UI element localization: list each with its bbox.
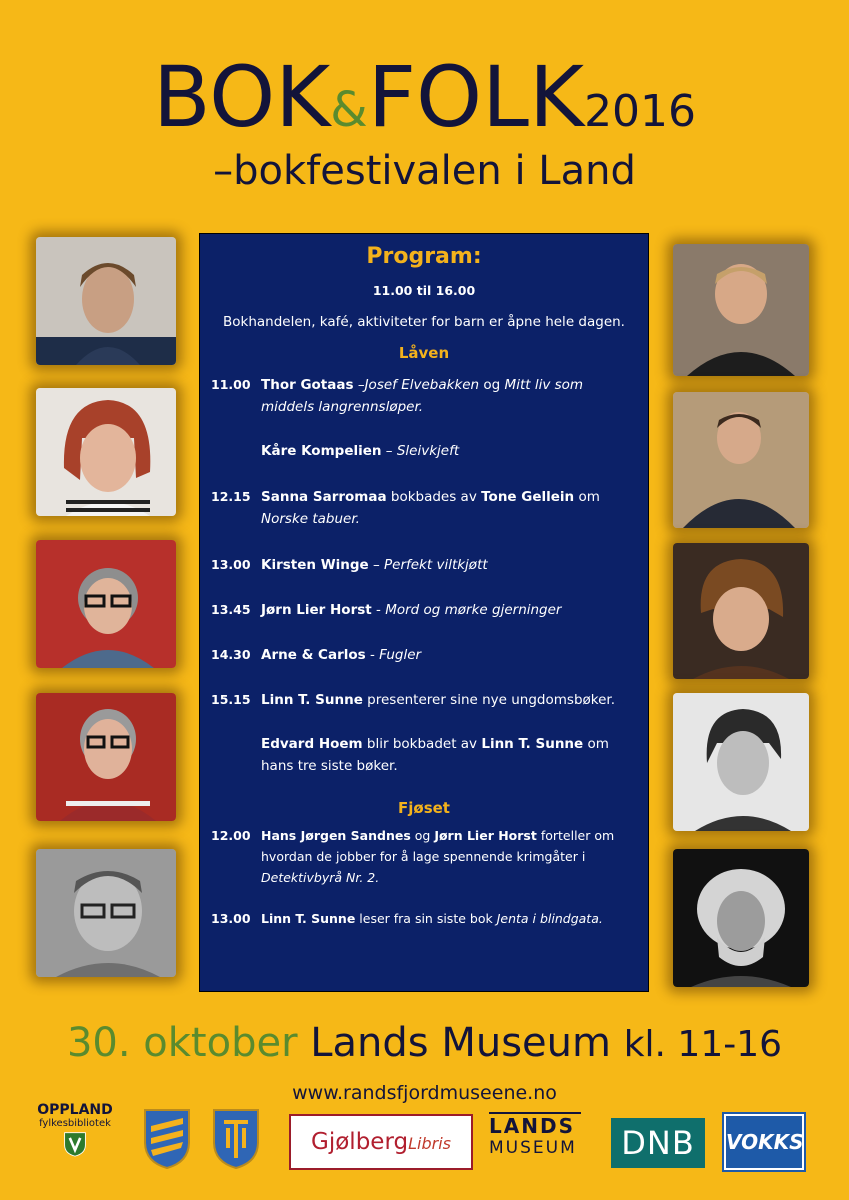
author-photo bbox=[673, 849, 809, 987]
program-heading: Program: bbox=[366, 244, 482, 269]
lands-museum-logo: LANDS MUSEUM bbox=[489, 1112, 581, 1158]
author-photo bbox=[36, 237, 176, 365]
venue-fjoeset: Fjøset bbox=[398, 799, 450, 817]
program-item: 14.30 Arne & Carlos - Fugler bbox=[211, 647, 422, 663]
coat-of-arms-icon bbox=[143, 1108, 191, 1170]
coat-of-arms-icon bbox=[212, 1108, 260, 1170]
author-photo bbox=[36, 540, 176, 668]
program-hours: 11.00 til 16.00 bbox=[372, 283, 476, 298]
venue-laaven: Låven bbox=[398, 344, 450, 362]
program-item: Edvard Hoem blir bokbadet av Linn T. Sunne om hans tre siste bøker. bbox=[261, 736, 609, 774]
author-photo bbox=[673, 392, 809, 528]
author-photo bbox=[673, 693, 809, 831]
program-item: 11.00 Thor Gotaas –Josef Elvebakken og Mitt liv som middels langrennsløper. bbox=[211, 377, 584, 415]
program-note: Bokhandelen, kafé, aktiviteter for barn er åpne hele dagen. bbox=[223, 314, 625, 330]
program-item: Kåre Kompelien – Sleivkjeft bbox=[261, 443, 460, 459]
program-panel bbox=[199, 233, 649, 992]
festival-title: BOK&FOLK2016 bbox=[152, 48, 697, 146]
author-photo bbox=[36, 388, 176, 516]
vokks-logo: VOKKS bbox=[724, 1114, 804, 1170]
oppland-logo: OPPLAND fylkesbibliotek bbox=[30, 1102, 120, 1161]
oppland-shield-icon bbox=[62, 1131, 88, 1157]
author-photo bbox=[36, 849, 176, 977]
gjoelberg-libris-logo: GjølbergLibris bbox=[289, 1114, 473, 1170]
author-photo bbox=[673, 543, 809, 679]
festival-subtitle: –bokfestivalen i Land bbox=[213, 148, 636, 194]
program-item: 13.00 Kirsten Winge – Perfekt viltkjøtt bbox=[211, 557, 488, 573]
program-item: 13.00 Linn T. Sunne leser fra sin siste bok Jenta i blindgata. bbox=[211, 911, 603, 926]
event-date-place: 30. oktober Lands Museum kl. 11-16 bbox=[66, 1020, 783, 1066]
dnb-logo: DNB bbox=[611, 1118, 705, 1168]
author-photo bbox=[36, 693, 176, 821]
program-item: 12.15 Sanna Sarromaa bokbades av Tone Gellein om Norske tabuer. bbox=[211, 489, 600, 527]
program-item: 13.45 Jørn Lier Horst - Mord og mørke gjerninger bbox=[211, 602, 562, 618]
program-item: 12.00 Hans Jørgen Sandnes og Jørn Lier Horst forteller om hvordan de jobber for å lage spennende krimgåter i Detektivbyrå Nr. 2. bbox=[211, 828, 615, 885]
website-link[interactable]: www.randsfjordmuseene.no bbox=[292, 1082, 557, 1104]
program-item: 15.15 Linn T. Sunne presenterer sine nye ungdomsbøker. bbox=[211, 692, 616, 708]
author-photo bbox=[673, 244, 809, 376]
